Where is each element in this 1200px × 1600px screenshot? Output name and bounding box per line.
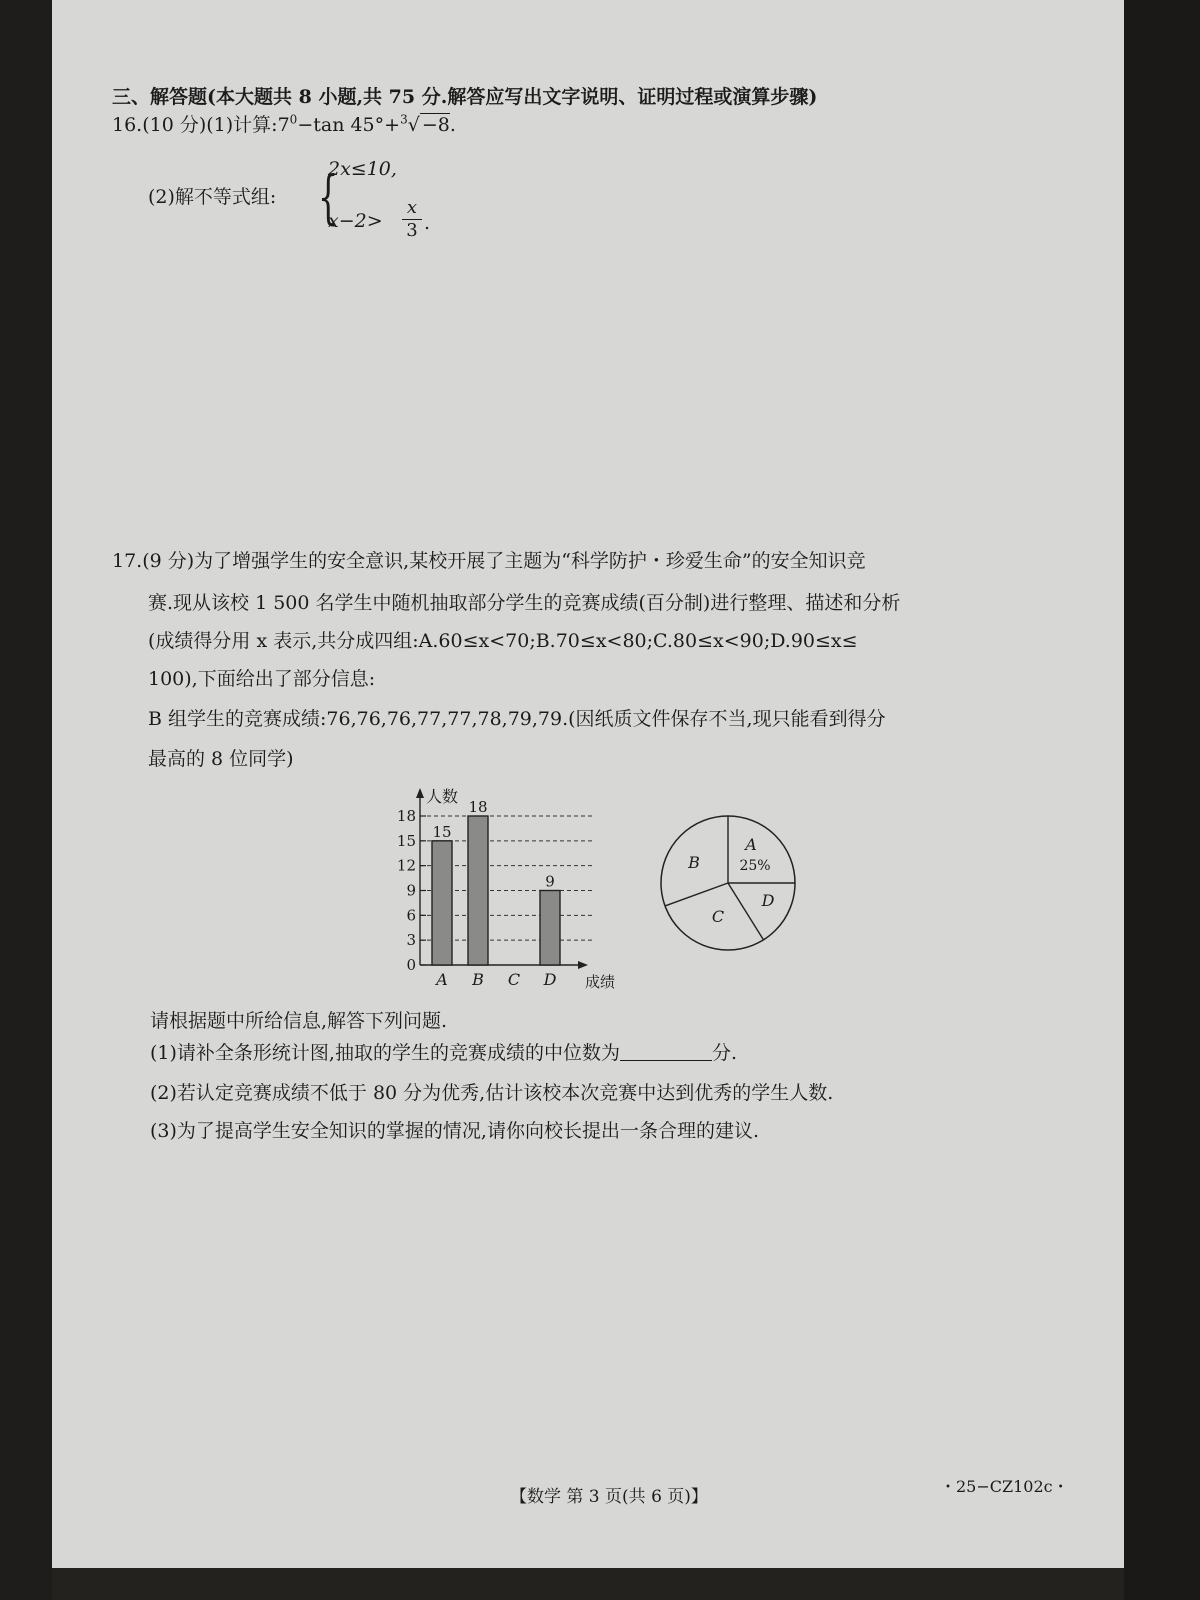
q17-line-2: 赛.现从该校 1 500 名学生中随机抽取部分学生的竞赛成绩(百分制)进行整理、描述和分析 (148, 592, 901, 614)
y-tick-label: 12 (396, 856, 416, 875)
bar-chart (380, 780, 650, 1000)
pie-slice-C: C (711, 907, 725, 926)
q16-base: 7 (277, 114, 290, 136)
q16-root-arg: −8 (421, 114, 450, 136)
q17-line-6: 最高的 8 位同学) (148, 748, 294, 770)
q16-root-index: 3 (400, 112, 408, 127)
pie-slice-D: D (761, 891, 775, 910)
exam-code: ・25−CZ102c・ (940, 1477, 1069, 1496)
q17-line-1: 17.(9 分)为了增强学生的安全意识,某校开展了主题为“科学防护・珍爱生命”的安全知识竞 (112, 550, 866, 572)
bar-B (468, 816, 488, 965)
pie-chart (656, 810, 806, 960)
y-tick-label: 15 (396, 831, 416, 850)
bar-D (540, 891, 560, 966)
q16-end: . (449, 114, 456, 136)
q17-sub1-text: (1)请补全条形统计图,抽取的学生的竞赛成绩的中位数为 (150, 1042, 620, 1064)
q16-label: 16.(10 分)(1)计算: (112, 114, 278, 136)
page-shadow-bottom (52, 1568, 1124, 1600)
x-tick-label: A (436, 970, 448, 989)
y-axis-label: 人数 (426, 787, 459, 806)
q17-line-5: B 组学生的竞赛成绩:76,76,76,77,77,78,79,79.(因纸质文件保存不当,现只能看到得分 (148, 708, 886, 730)
y-tick-label: 0 (406, 956, 416, 974)
system-brace: { (318, 163, 339, 231)
q16-inequality-2: x−2> (328, 210, 383, 232)
q16-ineq2-end: . (424, 212, 431, 234)
page-footer: 【数学 第 3 页(共 6 页)】 (510, 1487, 708, 1507)
pie-slice-A: A (745, 835, 757, 854)
pie-divider (665, 883, 728, 906)
pie-percent-A: 25% (739, 858, 771, 874)
x-axis-arrow (578, 961, 588, 969)
answer-blank[interactable] (620, 1040, 712, 1061)
x-axis-label: 成绩 (585, 973, 616, 991)
x-tick-label: C (507, 970, 521, 989)
section-header: 三、解答题(本大题共 8 小题,共 75 分.解答应写出文字说明、证明过程或演算步骤) (112, 86, 818, 108)
y-tick-label: 18 (396, 807, 416, 825)
page-shadow-right (1124, 0, 1200, 1600)
q16-frac-den: 3 (406, 220, 418, 241)
q17-sub-3: (3)为了提高学生安全知识的掌握的情况,请你向校长提出一条合理的建议. (150, 1120, 759, 1142)
pie-chart-labels (687, 835, 774, 926)
q17-line-4: 100),下面给出了部分信息: (148, 668, 376, 690)
q16-part1 (112, 112, 456, 138)
q17-line-3: (成绩得分用 x 表示,共分成四组:A.60≤x<70;B.70≤x<80;C.80≤x<90;D.90≤x≤ (148, 630, 858, 652)
q17-prompt: 请根据题中所给信息,解答下列问题. (150, 1010, 448, 1032)
x-tick-label: B (472, 970, 484, 989)
q16-frac-num: x (406, 197, 418, 218)
bar-value-label: 15 (432, 822, 452, 841)
pie-slice-B: B (688, 853, 700, 872)
q16-mid: −tan 45°+ (297, 114, 401, 136)
q17-sub-1 (150, 1040, 737, 1066)
x-tick-label: D (543, 970, 557, 989)
q16-fraction (402, 198, 422, 241)
y-axis-arrow (416, 788, 424, 798)
q17-sub-2: (2)若认定竞赛成绩不低于 80 分为优秀,估计该校本次竞赛中达到优秀的学生人数. (150, 1082, 834, 1104)
bar-A (432, 841, 452, 965)
y-tick-label: 6 (406, 906, 416, 925)
y-tick-label: 3 (406, 931, 416, 950)
bar-value-label: 18 (468, 798, 488, 816)
pie-chart-slices (661, 816, 795, 950)
q17-sub1-unit: 分. (711, 1042, 738, 1064)
q16-exponent: 0 (289, 112, 298, 127)
q16-inequality-1: 2x≤10, (328, 158, 397, 180)
y-tick-label: 9 (406, 881, 416, 900)
bar-value-label: 9 (545, 872, 555, 891)
pie-divider (728, 883, 764, 940)
bar-chart-labels (397, 787, 615, 991)
radical-sign: √ (407, 114, 420, 136)
q16-part2-label: (2)解不等式组: (148, 186, 277, 208)
